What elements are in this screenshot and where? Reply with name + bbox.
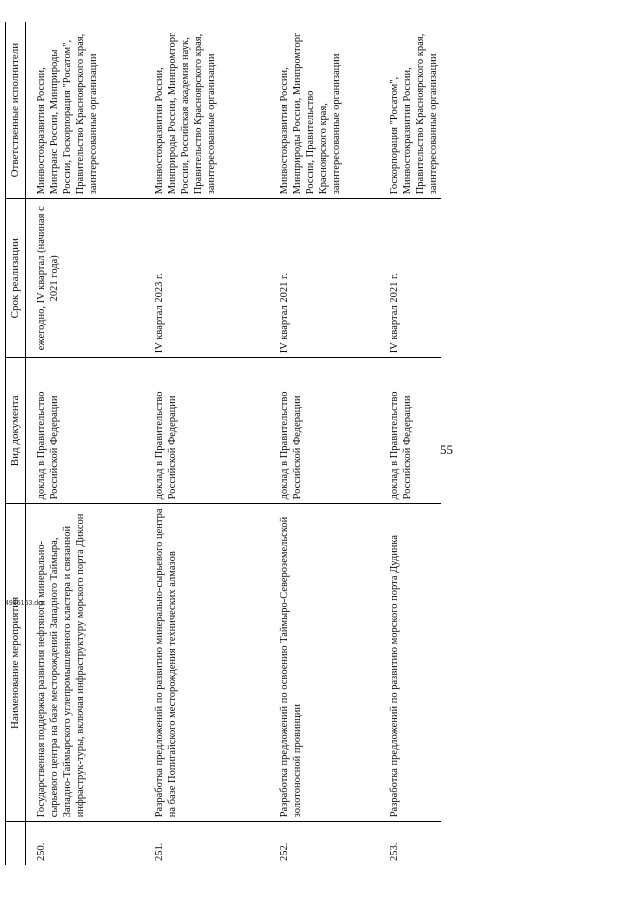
row-term: ежегодно, IV квартал (начиная с 2021 года)	[36, 199, 154, 358]
row-responsible: Минвостокразвития России, Минприроды России, Минпромторг России, Российская академия наук, Правительство Красноярского края, заинтересованные организации	[154, 22, 279, 199]
row-responsible: Минвостокразвития России, Минтранс России, Минприроды России, Госкорпорация "Росатом", Правительство Красноярского края, заинтересованные организации	[36, 22, 154, 199]
row-document-type: доклад в Правительство Российской Федерации	[36, 358, 154, 504]
row-document-type: доклад в Правительство Российской Федерации	[389, 358, 440, 504]
row-number: 251.	[154, 842, 166, 861]
row-name: Разработка предложений по развитию морского порта Дудинка	[389, 504, 440, 822]
header-document-type: Вид документа	[6, 358, 26, 504]
row-name: Разработка предложений по развитию минерально-сырьевого центра на базе Попигайского месторождения технических алмазов	[154, 504, 279, 822]
row-term: IV квартал 2023 г.	[154, 199, 279, 358]
header-responsible: Ответственные исполнители	[6, 22, 26, 199]
row-number: 250.	[36, 842, 48, 861]
footer-filename: 4986163.doc	[5, 600, 46, 607]
row-responsible: Госкорпорация "Росатом", Минвостокразвития России, Правительство Красноярского края, заинтересованные организации	[389, 22, 440, 199]
table-row	[389, 22, 440, 865]
row-term: IV квартал 2021 г.	[279, 199, 389, 358]
table-row	[279, 22, 389, 865]
row-name: Государственная поддержка развития нефтяного минерально-сырьевого центра на базе месторождений Западного Таймыра, Западно-Таймырского углепромышленного кластера и связанной инфраструк-туры, включая инфраструктуру морского порта Диксон	[36, 504, 154, 822]
row-number: 253.	[389, 842, 401, 861]
action-plan-table	[5, 22, 441, 865]
row-document-type: доклад в Правительство Российской Федерации	[279, 358, 389, 504]
header-number	[6, 822, 26, 865]
row-name: Разработка предложений по освоению Таймыро-Североземельской золотоносной провинции	[279, 504, 389, 822]
page-number: 55	[440, 442, 453, 457]
table-row	[154, 22, 279, 865]
row-number: 252.	[279, 842, 291, 861]
row-document-type: доклад в Правительство Российской Федерации	[154, 358, 279, 504]
header-term: Срок реализации	[6, 199, 26, 358]
row-responsible: Минвостокразвития России, Минприроды России, Минпромторг России, Правительство Красноярского края, заинтересованные организации	[279, 22, 389, 199]
header-name: Наименование мероприятия	[6, 504, 26, 822]
table-row	[36, 22, 154, 865]
table-header-row	[6, 22, 26, 865]
row-term: IV квартал 2021 г.	[389, 199, 440, 358]
